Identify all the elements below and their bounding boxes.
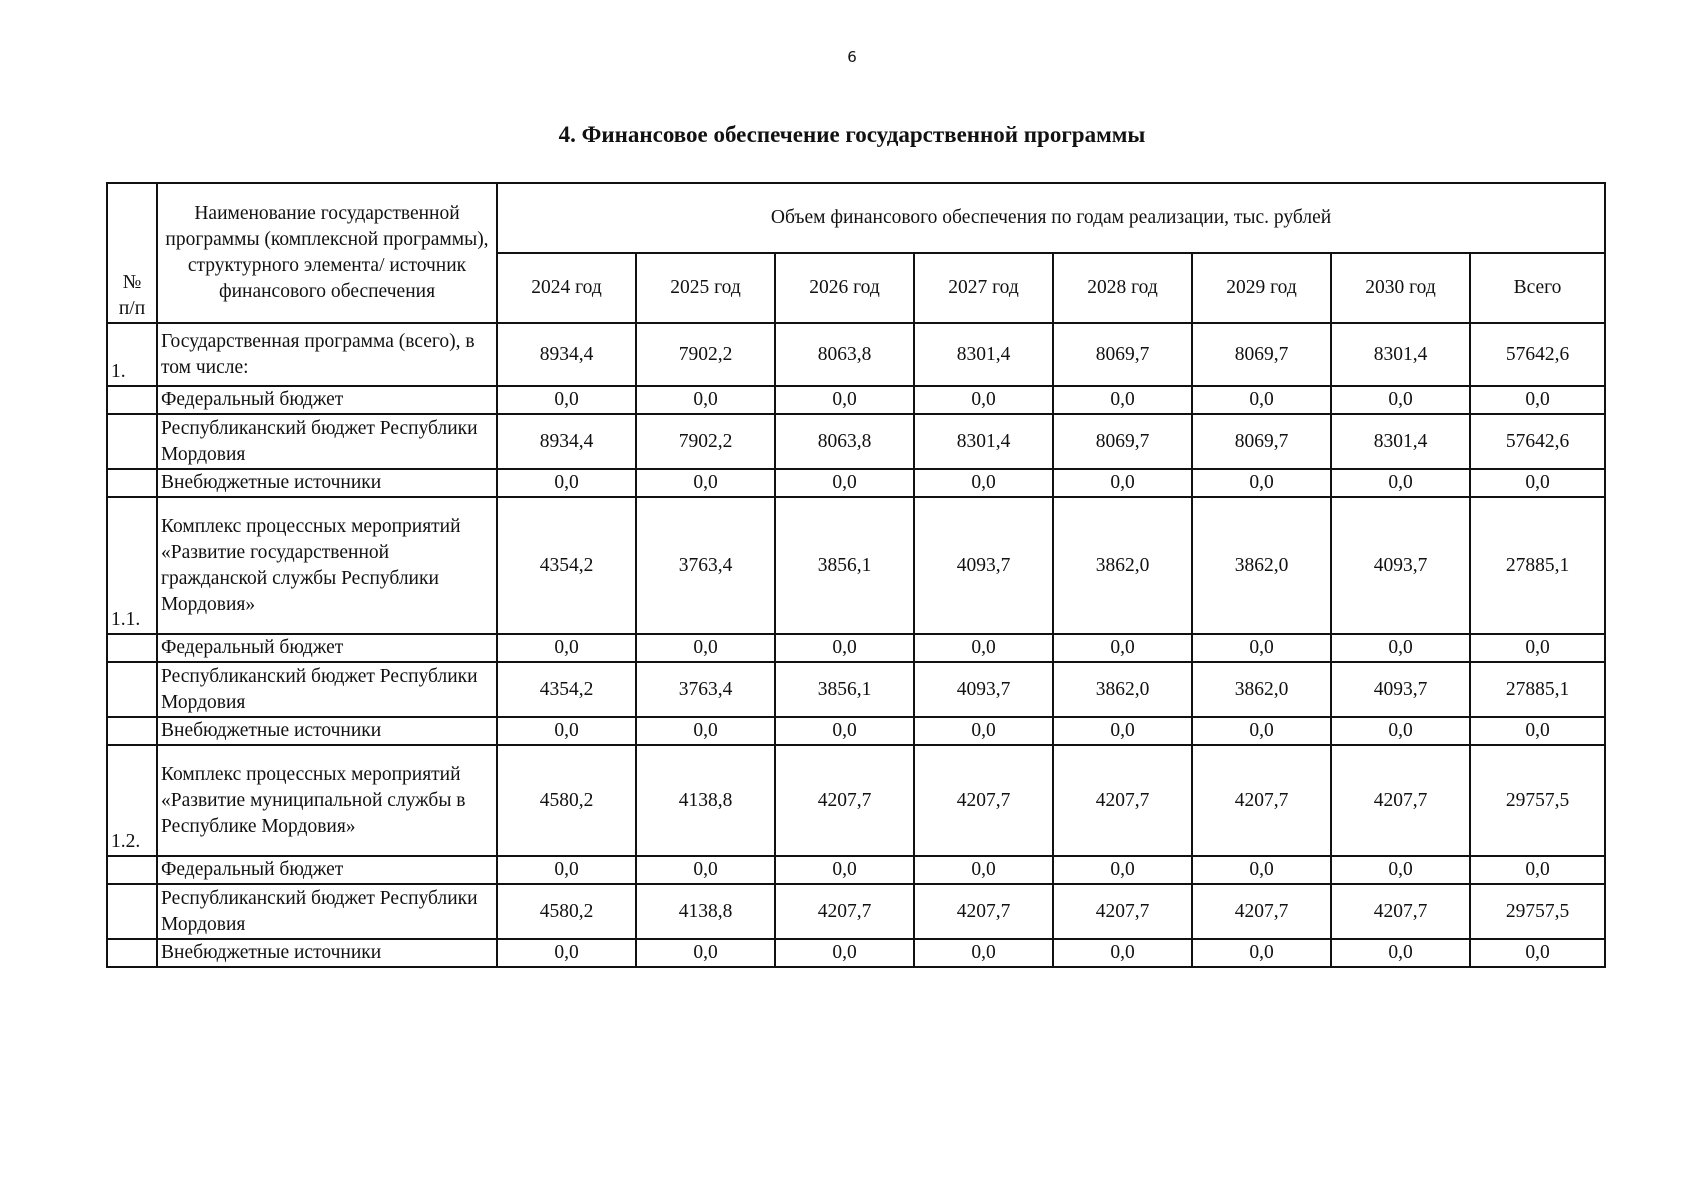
year-value-cell: 4138,8 (636, 884, 775, 939)
table-row (107, 717, 1605, 745)
year-value-cell: 0,0 (1053, 939, 1192, 967)
year-value-cell: 8301,4 (914, 323, 1053, 386)
row-number-cell (107, 469, 157, 497)
header-name-cell: Наименование государственной программы (комплексной программы), структурного элемента/ источник финансового обеспечения (157, 183, 497, 323)
row-name-cell: Внебюджетные источники (157, 939, 497, 967)
year-value-cell: 4207,7 (1192, 884, 1331, 939)
year-value-cell: 0,0 (775, 634, 914, 662)
year-value-cell: 0,0 (636, 717, 775, 745)
year-value-cell: 4093,7 (914, 662, 1053, 717)
header-year-cell: 2025 год (636, 253, 775, 323)
year-value-cell: 0,0 (497, 469, 636, 497)
year-value-cell: 3763,4 (636, 662, 775, 717)
row-number-cell (107, 662, 157, 717)
year-value-cell: 0,0 (1053, 717, 1192, 745)
page-number: 6 (847, 48, 857, 66)
year-value-cell: 4580,2 (497, 884, 636, 939)
row-name-cell: Государственная программа (всего), в том числе: (157, 323, 497, 386)
total-value-cell: 27885,1 (1470, 497, 1605, 634)
total-value-cell: 0,0 (1470, 856, 1605, 884)
total-value-cell: 57642,6 (1470, 323, 1605, 386)
year-value-cell: 0,0 (1192, 469, 1331, 497)
table-row (107, 414, 1605, 469)
total-value-cell: 29757,5 (1470, 884, 1605, 939)
year-value-cell: 3763,4 (636, 497, 775, 634)
header-group-cell: Объем финансового обеспечения по годам реализации, тыс. рублей (497, 183, 1605, 253)
year-value-cell: 4207,7 (775, 884, 914, 939)
year-value-cell: 3862,0 (1192, 497, 1331, 634)
year-value-cell: 8063,8 (775, 323, 914, 386)
row-name-cell: Республиканский бюджет Республики Мордовия (157, 884, 497, 939)
year-value-cell: 4207,7 (1053, 745, 1192, 856)
row-number-cell: 1. (107, 323, 157, 386)
table-row (107, 884, 1605, 939)
year-value-cell: 0,0 (1053, 386, 1192, 414)
year-value-cell: 8301,4 (1331, 323, 1470, 386)
header-year-cell: 2024 год (497, 253, 636, 323)
row-number-cell (107, 634, 157, 662)
year-value-cell: 0,0 (1192, 856, 1331, 884)
year-value-cell: 0,0 (775, 856, 914, 884)
row-name-cell: Федеральный бюджет (157, 856, 497, 884)
year-value-cell: 0,0 (775, 717, 914, 745)
section-title: 4. Финансовое обеспечение государственной программы (558, 122, 1146, 147)
total-value-cell: 0,0 (1470, 939, 1605, 967)
header-year-cell: 2026 год (775, 253, 914, 323)
year-value-cell: 0,0 (775, 386, 914, 414)
year-value-cell: 0,0 (1331, 717, 1470, 745)
year-value-cell: 0,0 (1053, 856, 1192, 884)
row-name-cell: Комплекс процессных мероприятий «Развитие муниципальной службы в Республике Мордовия» (157, 745, 497, 856)
year-value-cell: 0,0 (497, 939, 636, 967)
table-row (107, 745, 1605, 856)
year-value-cell: 0,0 (1053, 469, 1192, 497)
row-number-cell: 1.2. (107, 745, 157, 856)
row-name-cell: Республиканский бюджет Республики Мордовия (157, 414, 497, 469)
year-value-cell: 8063,8 (775, 414, 914, 469)
total-value-cell: 27885,1 (1470, 662, 1605, 717)
year-value-cell: 4207,7 (914, 745, 1053, 856)
row-number-cell (107, 939, 157, 967)
year-value-cell: 0,0 (497, 717, 636, 745)
total-value-cell: 0,0 (1470, 717, 1605, 745)
year-value-cell: 0,0 (914, 717, 1053, 745)
year-value-cell: 3856,1 (775, 497, 914, 634)
year-value-cell: 8934,4 (497, 323, 636, 386)
row-name-cell: Федеральный бюджет (157, 386, 497, 414)
year-value-cell: 0,0 (1331, 469, 1470, 497)
table-row (107, 386, 1605, 414)
year-value-cell: 4207,7 (1331, 745, 1470, 856)
year-value-cell: 4093,7 (1331, 497, 1470, 634)
header-number-symbol: № (122, 272, 142, 293)
row-number-cell (107, 386, 157, 414)
year-value-cell: 7902,2 (636, 414, 775, 469)
year-value-cell: 0,0 (636, 469, 775, 497)
row-name-cell: Комплекс процессных мероприятий «Развитие государственной гражданской службы Республики Мордовия» (157, 497, 497, 634)
year-value-cell: 0,0 (1331, 386, 1470, 414)
year-value-cell: 7902,2 (636, 323, 775, 386)
year-value-cell: 4354,2 (497, 497, 636, 634)
year-value-cell: 0,0 (1053, 634, 1192, 662)
table-row (107, 323, 1605, 386)
row-name-cell: Республиканский бюджет Республики Мордовия (157, 662, 497, 717)
year-value-cell: 0,0 (1192, 717, 1331, 745)
year-value-cell: 0,0 (497, 856, 636, 884)
year-value-cell: 0,0 (914, 469, 1053, 497)
header-year-cell: Всего (1470, 253, 1605, 323)
year-value-cell: 0,0 (775, 469, 914, 497)
year-value-cell: 0,0 (1192, 939, 1331, 967)
year-value-cell: 8069,7 (1192, 323, 1331, 386)
header-number-abbr: п/п (118, 298, 146, 319)
year-value-cell: 4093,7 (914, 497, 1053, 634)
row-number-cell (107, 856, 157, 884)
year-value-cell: 4580,2 (497, 745, 636, 856)
year-value-cell: 0,0 (914, 856, 1053, 884)
row-name-cell: Внебюджетные источники (157, 469, 497, 497)
year-value-cell: 3862,0 (1192, 662, 1331, 717)
year-value-cell: 4138,8 (636, 745, 775, 856)
table-row (107, 634, 1605, 662)
total-value-cell: 0,0 (1470, 386, 1605, 414)
year-value-cell: 8301,4 (1331, 414, 1470, 469)
year-value-cell: 8069,7 (1192, 414, 1331, 469)
header-year-cell: 2027 год (914, 253, 1053, 323)
header-year-cell: 2030 год (1331, 253, 1470, 323)
year-value-cell: 0,0 (1331, 939, 1470, 967)
row-number-cell (107, 717, 157, 745)
total-value-cell: 57642,6 (1470, 414, 1605, 469)
year-value-cell: 0,0 (636, 386, 775, 414)
table-row (107, 497, 1605, 634)
row-name-cell: Федеральный бюджет (157, 634, 497, 662)
year-value-cell: 4093,7 (1331, 662, 1470, 717)
year-value-cell: 0,0 (636, 939, 775, 967)
year-value-cell: 4207,7 (775, 745, 914, 856)
year-value-cell: 0,0 (914, 939, 1053, 967)
row-number-cell (107, 884, 157, 939)
table-row (107, 939, 1605, 967)
total-value-cell: 0,0 (1470, 469, 1605, 497)
year-value-cell: 0,0 (1192, 386, 1331, 414)
total-value-cell: 29757,5 (1470, 745, 1605, 856)
year-value-cell: 0,0 (497, 386, 636, 414)
year-value-cell: 0,0 (636, 856, 775, 884)
year-value-cell: 4207,7 (1331, 884, 1470, 939)
header-year-cell: 2029 год (1192, 253, 1331, 323)
header-year-cell: 2028 год (1053, 253, 1192, 323)
year-value-cell: 4207,7 (914, 884, 1053, 939)
year-value-cell: 0,0 (497, 634, 636, 662)
year-value-cell: 0,0 (1192, 634, 1331, 662)
row-name-cell: Внебюджетные источники (157, 717, 497, 745)
year-value-cell: 8069,7 (1053, 323, 1192, 386)
table-row (107, 662, 1605, 717)
year-value-cell: 0,0 (775, 939, 914, 967)
year-value-cell: 0,0 (914, 634, 1053, 662)
year-value-cell: 3862,0 (1053, 497, 1192, 634)
year-value-cell: 8069,7 (1053, 414, 1192, 469)
year-value-cell: 3856,1 (775, 662, 914, 717)
table-row (107, 856, 1605, 884)
year-value-cell: 8934,4 (497, 414, 636, 469)
year-value-cell: 4354,2 (497, 662, 636, 717)
year-value-cell: 4207,7 (1192, 745, 1331, 856)
year-value-cell: 8301,4 (914, 414, 1053, 469)
row-number-cell: 1.1. (107, 497, 157, 634)
year-value-cell: 4207,7 (1053, 884, 1192, 939)
header-number-cell (107, 183, 157, 323)
row-number-cell (107, 414, 157, 469)
total-value-cell: 0,0 (1470, 634, 1605, 662)
year-value-cell: 3862,0 (1053, 662, 1192, 717)
year-value-cell: 0,0 (1331, 634, 1470, 662)
year-value-cell: 0,0 (636, 634, 775, 662)
year-value-cell: 0,0 (914, 386, 1053, 414)
table-row (107, 469, 1605, 497)
year-value-cell: 0,0 (1331, 856, 1470, 884)
financing-table (106, 182, 1606, 968)
